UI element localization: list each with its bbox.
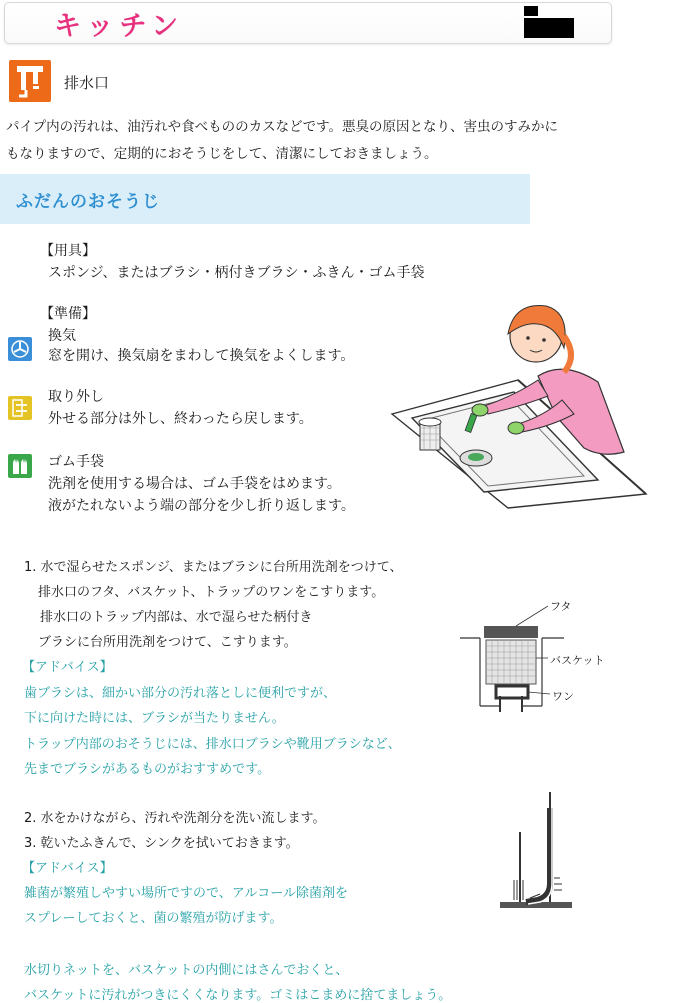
diagram-label-lid: フタ — [550, 600, 572, 613]
advice-line: スプレーしておくと、菌の繁殖が防げます。 — [24, 911, 283, 926]
tools-heading: 【用具】 — [40, 243, 96, 259]
step1-line: 1. 水で湿らせたスポンジ、またはブラシに台所用洗剤をつけて、 — [24, 560, 403, 575]
diagram-label-bowl: ワン — [552, 690, 574, 703]
faucet-drain-icon — [9, 60, 51, 102]
prep-item-text: 外せる部分は外し、終わったら戻します。 — [48, 411, 313, 427]
rubber-gloves-icon — [8, 454, 32, 478]
redacted-block — [524, 18, 574, 38]
final-line: バスケットに汚れがつきにくくなります。ゴミはこまめに捨てましょう。 — [24, 988, 452, 1003]
intro-line: もなりますので、定期的におそうじをして、清潔にしておきましょう。 — [6, 146, 438, 162]
remove-parts-icon — [8, 396, 32, 420]
section-title: 排水口 — [64, 74, 110, 92]
step1-line: ブラシに台所用洗剤をつけて、こすります。 — [38, 635, 297, 650]
advice-heading: 【アドバイス】 — [22, 660, 113, 675]
advice-line: トラップ内部のおそうじには、排水口ブラシや靴用ブラシなど、 — [24, 737, 401, 752]
intro-line: パイプ内の汚れは、油汚れや食べもののカスなどです。悪臭の原因となり、害虫のすみかに — [6, 119, 559, 135]
prep-item-title: 換気 — [48, 328, 76, 344]
prep-item-text: 窓を開け、換気扇をまわして換気をよくします。 — [48, 348, 355, 364]
prep-heading: 【準備】 — [40, 306, 96, 322]
subsection-title: ふだんのおそうじ — [16, 192, 160, 212]
advice-line: 先までブラシがあるものがおすすめです。 — [24, 762, 271, 777]
advice-line: 雑菌が繁殖しやすい場所ですので、アルコール除菌剤を — [24, 886, 348, 901]
advice-line: 下に向けた時には、ブラシが当たりません。 — [24, 711, 285, 726]
step-line: 3. 乾いたふきんで、シンクを拭いておきます。 — [24, 836, 299, 851]
page-title: キッチン — [54, 11, 185, 42]
diagram-label-basket: バスケット — [550, 654, 605, 667]
step1-line: 排水口のフタ、バスケット、トラップのワンをこすります。 — [38, 585, 385, 600]
prep-item-title: ゴム手袋 — [48, 454, 104, 470]
step1-line: 排水口のトラップ内部は、水で湿らせた柄付き — [40, 610, 313, 625]
ventilation-fan-icon — [8, 337, 32, 361]
brush-in-trap-diagram — [496, 788, 576, 914]
advice-heading: 【アドバイス】 — [22, 861, 113, 876]
final-line: 水切りネットを、バスケットの内側にはさんでおくと、 — [24, 963, 349, 978]
advice-line: 歯ブラシは、細かい部分の汚れ落としに便利ですが、 — [24, 686, 337, 701]
step-line: 2. 水をかけながら、汚れや洗剤分を洗い流します。 — [24, 811, 326, 826]
tools-text: スポンジ、またはブラシ・柄付きブラシ・ふきん・ゴム手袋 — [48, 265, 425, 281]
redacted-block-small — [524, 6, 538, 16]
prep-item-text: 洗剤を使用する場合は、ゴム手袋をはめます。 — [48, 476, 341, 492]
intro-text — [6, 114, 666, 168]
woman-cleaning-sink-illustration — [388, 296, 650, 514]
prep-item-title: 取り外し — [48, 389, 104, 405]
prep-item-text: 液がたれないよう端の部分を少し折り返します。 — [48, 498, 355, 514]
